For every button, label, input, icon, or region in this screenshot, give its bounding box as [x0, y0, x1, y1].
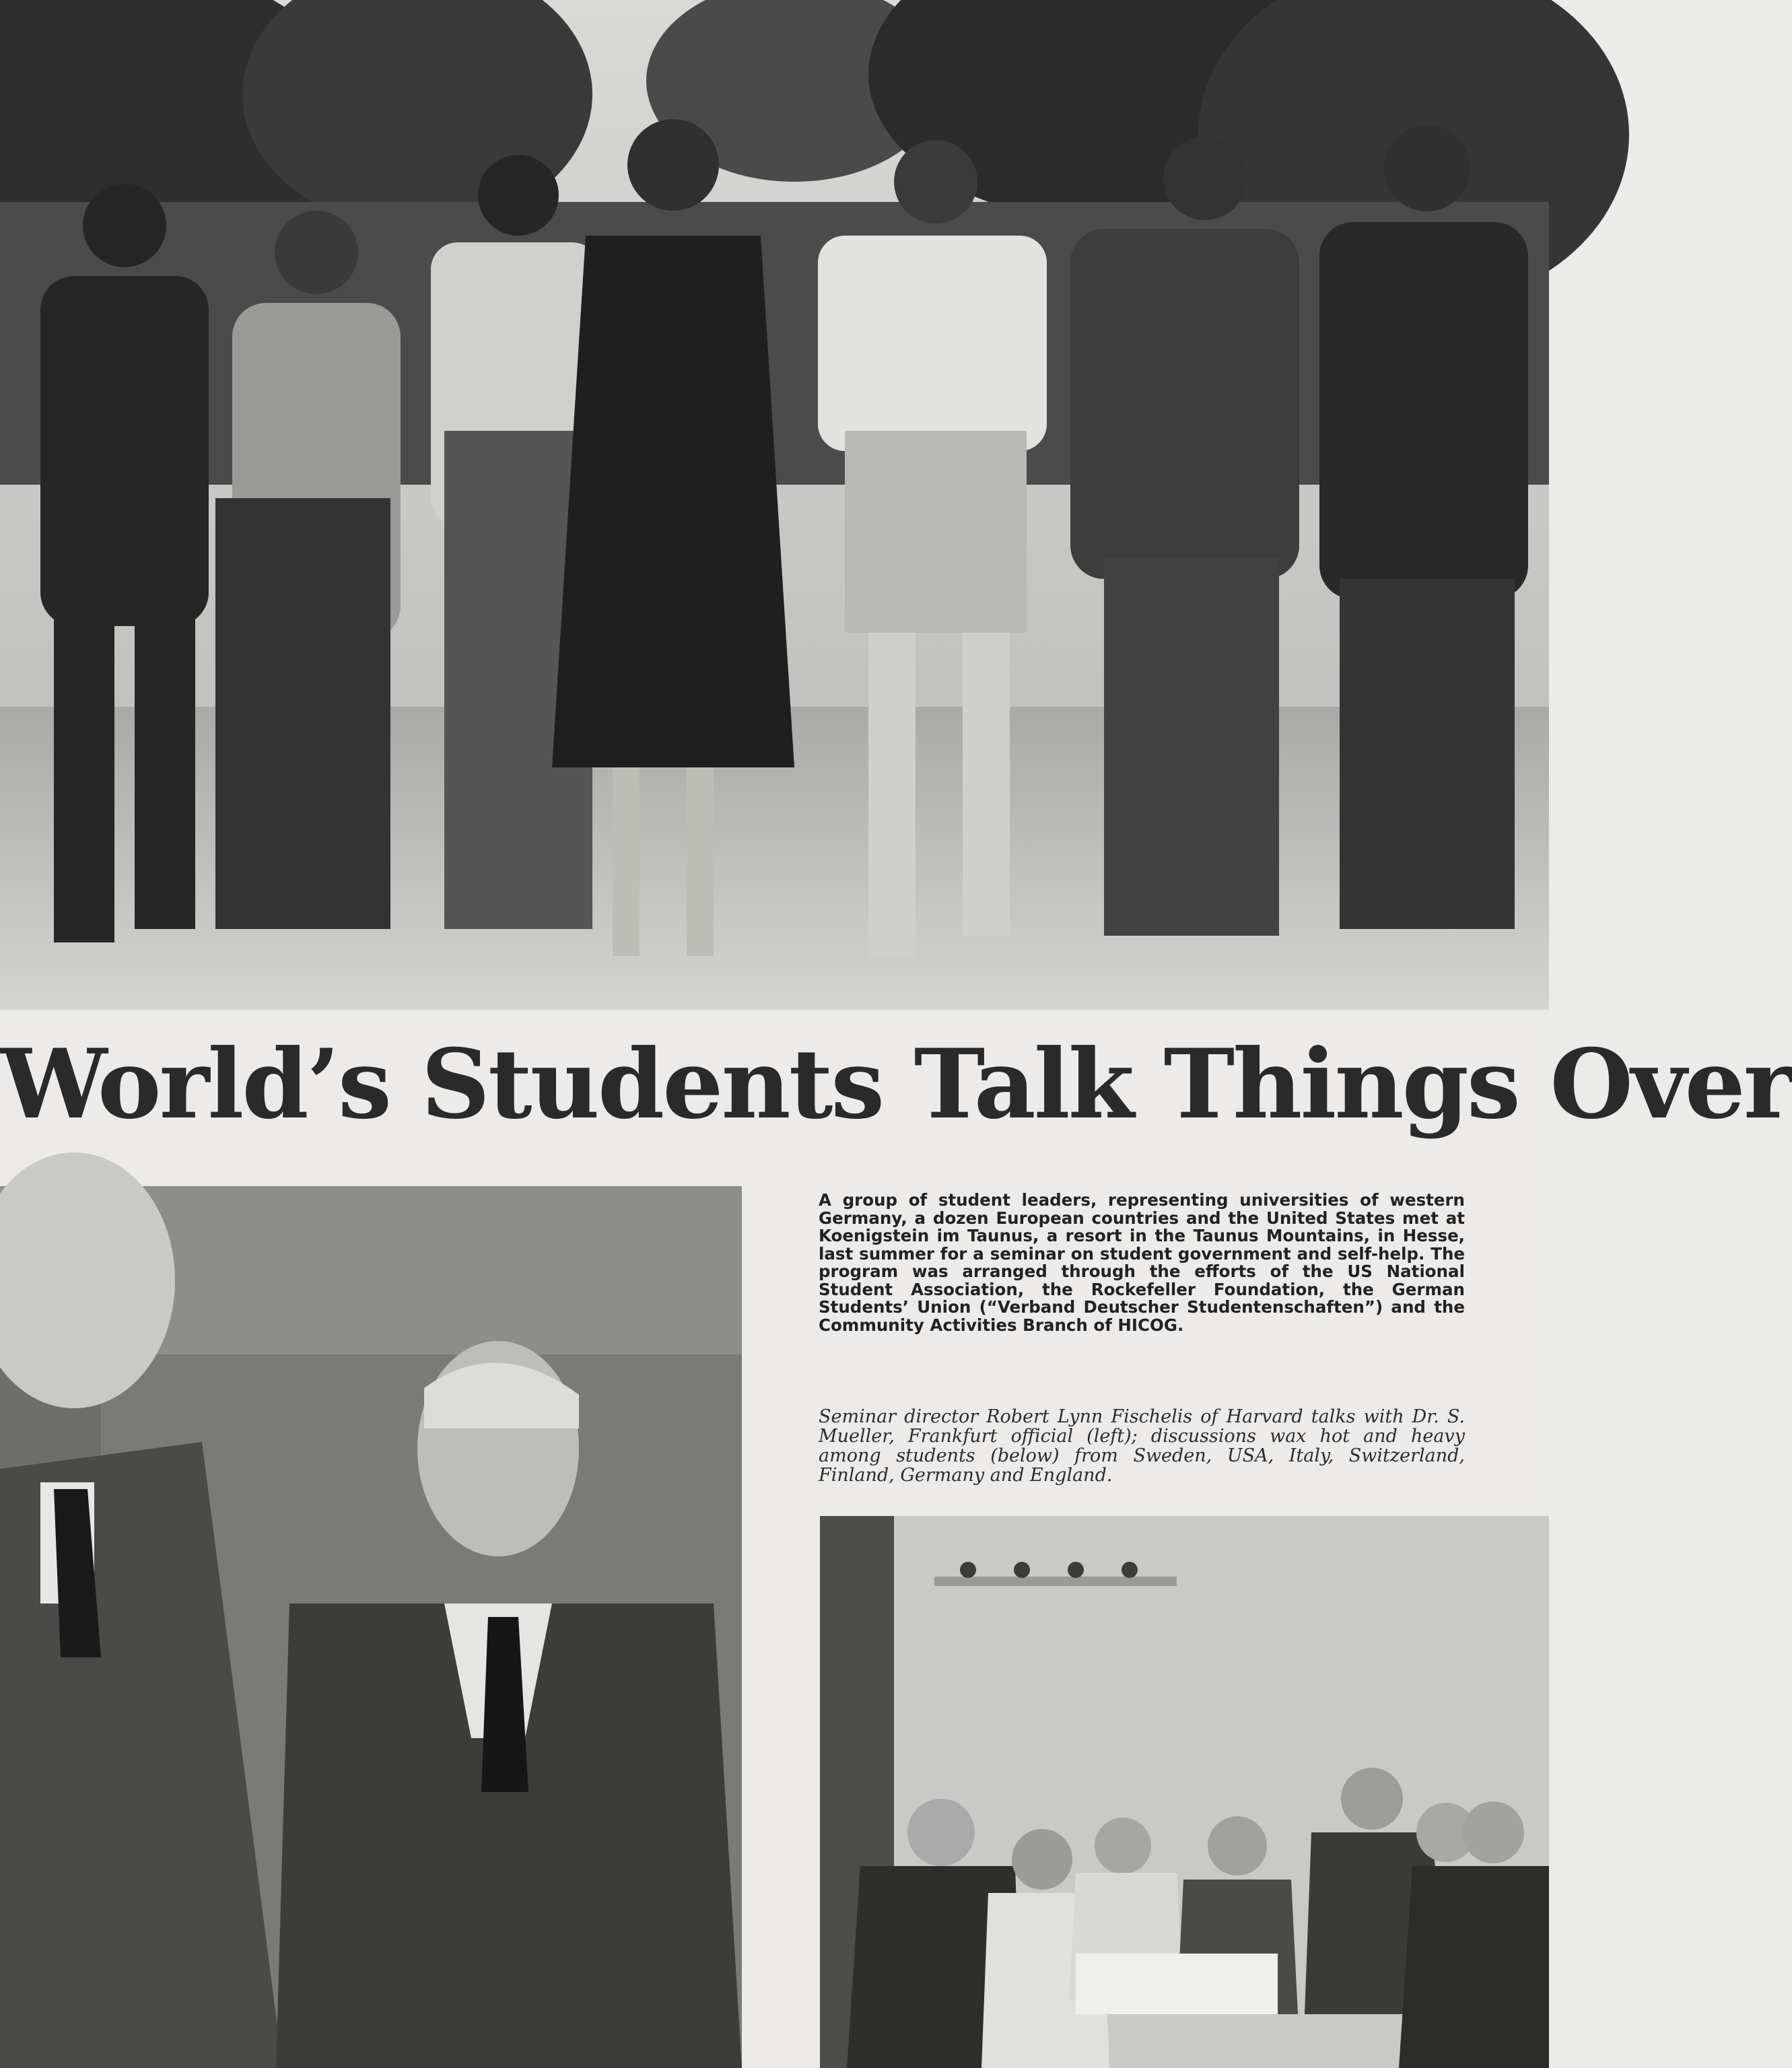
- photo-caption: Seminar director Robert Lynn Fischelis of Harvard talks with Dr. S. Mueller, Frankfurt official (left); discussions wax hot and heavy among students (below) from Sweden, USA, Italy, Switzerland, Finland, Germany and England.: [819, 1406, 1465, 1486]
- photo-student-discussion: [820, 1516, 1549, 2068]
- photo-director-and-official-image: [0, 1186, 742, 2068]
- photo-students-walking-image: [0, 0, 1549, 1010]
- photo-students-walking: [0, 0, 1549, 1010]
- photo-director-and-official: [0, 1186, 742, 2068]
- headline: World’s Students Talk Things Over: [0, 1029, 1792, 1140]
- intro-paragraph: A group of student leaders, representing universities of western Germany, a dozen European countries and the United States met at Koenigstein im Taunus, a resort in the Taunus Mountains, in Hesse, last summer for a seminar on student government and self-help. The program was arranged through the efforts of the US National Student Association, the Rockefeller Foundation, the German Students’ Union (“Verband Deutscher Studentenschaften”) and the Community Activities Branch of HICOG.: [819, 1190, 1465, 1335]
- photo-student-discussion-image: [820, 1516, 1549, 2068]
